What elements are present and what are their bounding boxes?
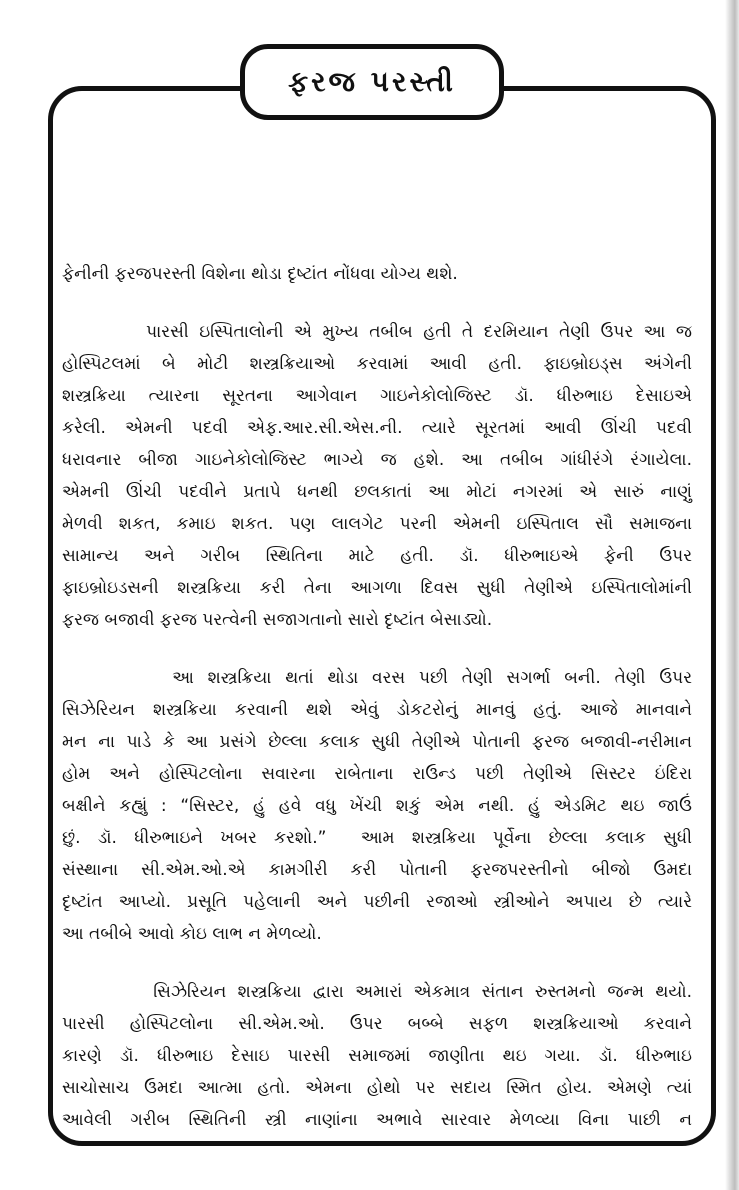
text-line: આવેલી ગરીબ સ્થિતિની સ્ત્રી નાણાંના અભાવે સારવાર મેળવ્યા વિના પાછી ન — [62, 1110, 692, 1130]
text-line: આ તબીબે આવો કોઇ લાભ ન મેળવ્યો. — [62, 924, 322, 944]
text-line: એમની ઊંચી પદવીને પ્રતાપે ધનથી છલકાતાં આ મોટાં નગરમાં એ સારું નાણું — [62, 482, 692, 502]
text-line: મેળવી શકત, કમાઇ શકત. પણ લાલગેટ પરની એમની ઇસ્પિતાલ સૌ સમાજના — [62, 514, 692, 534]
page-edge — [725, 0, 739, 1190]
text-line: કરેલી. એમની પદવી એફ.આર.સી.એસ.ની. ત્યારે સૂરતમાં આવી ઊંચી પદવી — [62, 418, 692, 438]
text-line: છું. ડૉ. ધીરુભાઇને ખબર કરશો.” આમ શસ્ત્રક્રિયા પૂર્વેના છેલ્લા કલાક સુધી — [62, 828, 692, 848]
paragraph-3 — [62, 662, 692, 950]
text-line: શસ્ત્રક્રિયા ત્યારના સૂરતના આગેવાન ગાઇનેકોલોજિસ્ટ ડૉ. ધીરુભાઇ દેસાઇએ — [62, 386, 692, 406]
text-line: ફેનીની ફરજપરસ્તી વિશેના થોડા દૃષ્ટાંત નોંધવા યોગ્ય થશે. — [62, 264, 458, 284]
text-line: બક્ષીને કહ્યું : “સિસ્ટર, હું હવે વધુ ખેંચી શકું એમ નથી. હું એડમિટ થઇ જાઉં — [62, 796, 692, 816]
text-line: આ શસ્ત્રક્રિયા થતાં થોડા વરસ પછી તેણી સગર્ભા બની. તેણી ઉપર — [62, 668, 692, 688]
text-line: ફાઇબ્રોઇડસની શસ્ત્રક્રિયા કરી તેના આગળા દિવસ સુધી તેણીએ ઇસ્પિતાલોમાંની — [62, 578, 692, 598]
text-line: ધરાવનાર બીજા ગાઇનેકોલોજિસ્ટ ભાગ્યે જ હશે. આ તબીબ ગાંધીરંગે રંગાયેલા. — [62, 450, 692, 470]
paragraph-1 — [62, 258, 692, 290]
paragraph-4 — [62, 976, 692, 1136]
text-line: પારસી ઇસ્પિતાલોની એ મુખ્ય તબીબ હતી તે દરમિયાન તેણી ઉપર આ જ — [62, 322, 692, 342]
text-line: સિઝેરિયન શસ્ત્રક્રિયા દ્વારા અમારાં એકમાત્ર સંતાન રુસ્તમનો જન્મ થયો. — [62, 982, 692, 1002]
text-line: સાચોસાચ ઉમદા આત્મા હતો. એમના હોથો પર સદાય સ્મિત હોય. એમણે ત્યાં — [62, 1078, 692, 1098]
text-line: પારસી હોસ્પિટલોના સી.એમ.ઓ. ઉપર બબ્બે સફળ શસ્ત્રક્રિયાઓ કરવાને — [62, 1014, 692, 1034]
page-title: ફરજ પરસ્તી — [288, 65, 456, 98]
text-line: સંસ્થાના સી.એમ.ઓ.એ કામગીરી કરી પોતાની ફરજપરસ્તીનો બીજો ઉમદા — [62, 860, 692, 880]
text-line: હોસ્પિટલમાં બે મોટી શસ્ત્રક્રિયાઓ કરવામાં આવી હતી. ફાઇબ્રોઇડ્સ અંગેની — [62, 354, 692, 374]
body-text — [62, 258, 692, 1136]
text-line: દૃષ્ટાંત આપ્યો. પ્રસૂતિ પહેલાની અને પછીની રજાઓ સ્ત્રીઓને અપાય છે ત્યારે — [62, 892, 692, 912]
text-line: હોમ અને હોસ્પિટલોના સવારના રાબેતાના રાઉન્ડ પછી તેણીએ સિસ્ટર ઇંદિરા — [62, 764, 692, 784]
text-line: મન ના પાડે કે આ પ્રસંગે છેલ્લા કલાક સુધી તેણીએ પોતાની ફરજ બજાવી-નરીમાન — [62, 732, 692, 752]
text-line: કારણે ડૉ. ધીરુભાઇ દેસાઇ પારસી સમાજમાં જાણીતા થઇ ગયા. ડૉ. ધીરુભાઇ — [62, 1046, 692, 1066]
paragraph-2 — [62, 316, 692, 636]
text-line: ફરજ બજાવી ફરજ પરત્વેની સજાગતાનો સારો દૃષ્ટાંત બેસાડ્યો. — [62, 610, 493, 630]
text-line: સિઝેરિયન શસ્ત્રક્રિયા કરવાની થશે એવું ડોકટરોનું માનવું હતું. આજે માનવાને — [62, 700, 692, 720]
text-line: સામાન્ય અને ગરીબ સ્થિતિના માટે હતી. ડૉ. ધીરુભાઇએ ફેની ઉપર — [62, 546, 692, 566]
title-box — [240, 44, 504, 120]
